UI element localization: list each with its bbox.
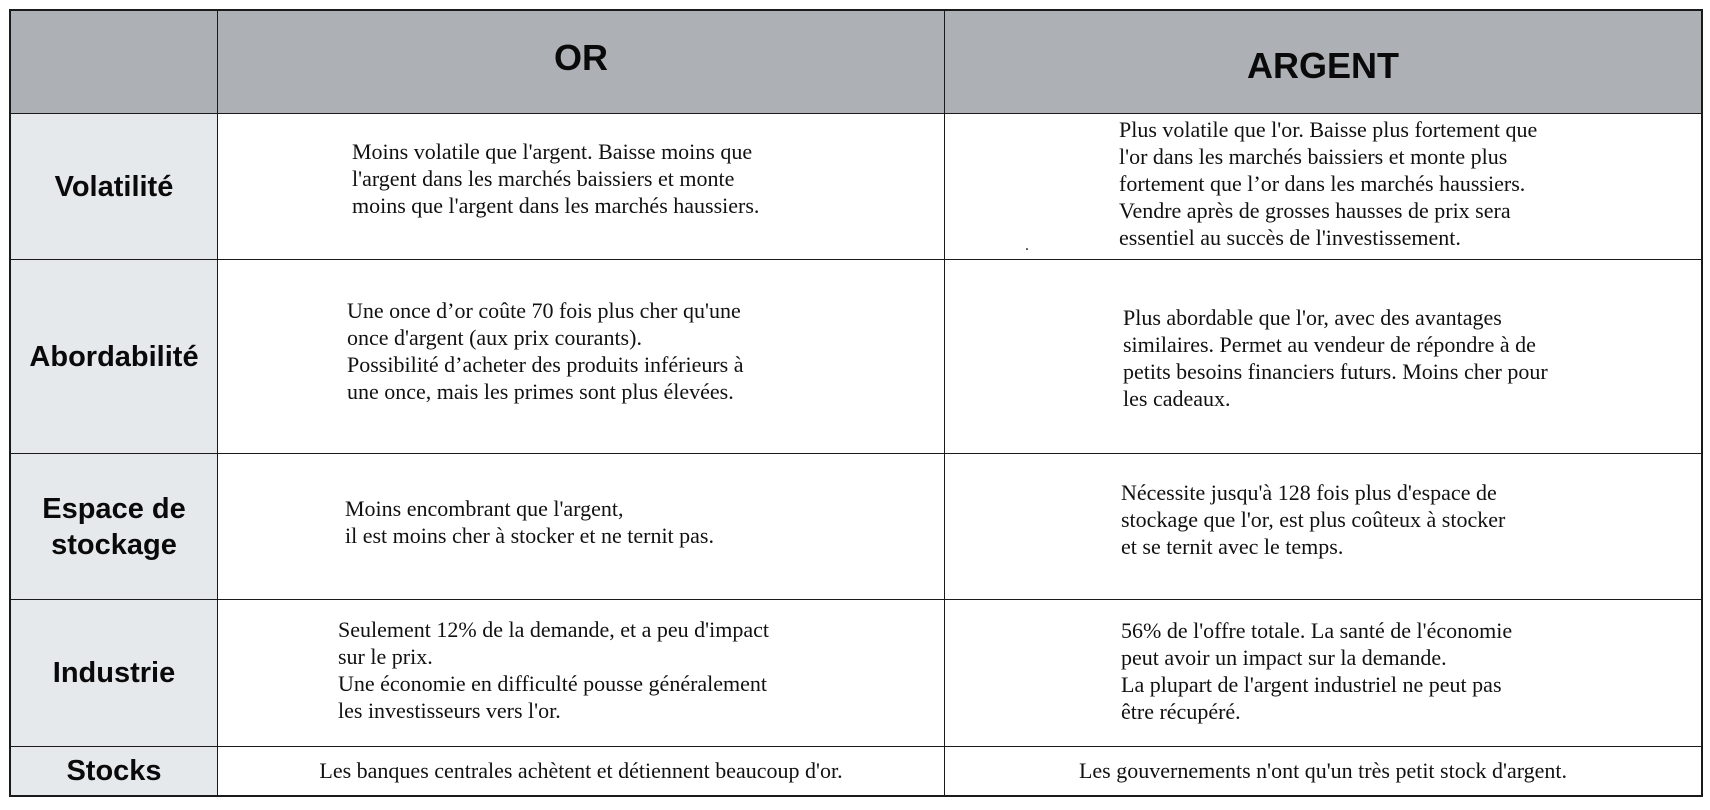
text-line: peut avoir un impact sur la demande. (1121, 645, 1447, 670)
text-line: once d'argent (aux prix courants). (347, 325, 642, 350)
text-line: Possibilité d’acheter des produits inférieurs à (347, 352, 744, 377)
text-line: stockage que l'or, est plus coûteux à stocker (1121, 507, 1506, 532)
text-line: essentiel au succès de l'investissement. (1119, 225, 1461, 250)
header-or (218, 11, 945, 114)
header-argent-label: ARGENT (1247, 45, 1399, 86)
text-line: petits besoins financiers futurs. Moins cher pour (1123, 359, 1548, 384)
text-line: 56% de l'offre totale. La santé de l'économie (1121, 618, 1513, 643)
cell-argent-volatilite (945, 114, 1701, 260)
text-line: les cadeaux. (1123, 386, 1231, 411)
label-line: Espace de (42, 492, 186, 525)
row-label-text: Stocks (66, 755, 162, 787)
cell-argent-stockage (945, 454, 1701, 600)
text-line: moins que l'argent dans les marchés haussiers. (352, 193, 760, 218)
text-line: sur le prix. (338, 644, 433, 669)
text-line: Une économie en difficulté pousse généralement (338, 671, 768, 696)
text-line: fortement que l’or dans les marchés haussiers. (1119, 171, 1526, 196)
cell-or-stocks (218, 747, 945, 795)
cell-text: Les gouvernements n'ont qu'un très petit stock d'argent. (1078, 758, 1568, 783)
cell-text (1121, 617, 1512, 725)
text-line: être récupéré. (1121, 699, 1241, 724)
row-label-industrie (11, 600, 218, 747)
row-label-text: Industrie (52, 657, 176, 689)
text-line: Plus abordable que l'or, avec des avantages (1123, 305, 1502, 330)
cell-argent-industrie (945, 600, 1701, 747)
comparison-table (9, 9, 1703, 797)
cell-text (345, 495, 714, 549)
row-label-text: Abordabilité (29, 340, 199, 373)
label-line: stockage (51, 528, 177, 561)
text-line: La plupart de l'argent industriel ne peut pas (1121, 672, 1502, 697)
text-line: Seulement 12% de la demande, et a peu d'impact (338, 617, 769, 642)
cell-or-stockage (218, 454, 945, 600)
text-line: il est moins cher à stocker et ne ternit pas. (345, 523, 714, 548)
cell-text: Les banques centrales achètent et détiennent beaucoup d'or. (319, 758, 843, 783)
text-line: Plus volatile que l'or. Baisse plus fortement que (1119, 117, 1538, 142)
row-label-text: Volatilité (54, 170, 174, 203)
row-label-volatilite (11, 114, 218, 260)
cell-or-volatilite (218, 114, 945, 260)
header-or-label: OR (554, 37, 608, 78)
text-line: similaires. Permet au vendeur de répondre à de (1123, 332, 1536, 357)
text-line: Vendre après de grosses hausses de prix sera (1119, 198, 1511, 223)
cell-text (338, 616, 769, 724)
row-label-text (42, 491, 185, 563)
cell-argent-abordabilite (945, 260, 1701, 454)
cell-text (347, 297, 744, 405)
cell-text (352, 138, 759, 219)
text-line: Moins volatile que l'argent. Baisse moins que (352, 139, 753, 164)
cell-argent-stocks (945, 747, 1701, 795)
cell-text (1119, 116, 1537, 251)
row-label-espace-de-stockage (11, 454, 218, 600)
text-line: Moins encombrant que l'argent, (345, 496, 624, 521)
cell-text (1121, 479, 1505, 560)
row-label-abordabilite (11, 260, 218, 454)
row-label-stocks (11, 747, 218, 795)
cell-or-industrie (218, 600, 945, 747)
header-argent (945, 11, 1701, 114)
text-line: une once, mais les primes sont plus élevées. (347, 379, 734, 404)
cell-text (1123, 304, 1548, 412)
text-line: l'argent dans les marchés baissiers et monte (352, 166, 735, 191)
stray-dot-mark: . (1025, 237, 1029, 254)
cell-or-abordabilite (218, 260, 945, 454)
text-line: Une once d’or coûte 70 fois plus cher qu'une (347, 298, 741, 323)
header-corner-cell (11, 11, 218, 114)
text-line: l'or dans les marchés baissiers et monte plus (1119, 144, 1508, 169)
text-line: les investisseurs vers l'or. (338, 698, 561, 723)
text-line: Nécessite jusqu'à 128 fois plus d'espace de (1121, 480, 1497, 505)
text-line: et se ternit avec le temps. (1121, 534, 1344, 559)
